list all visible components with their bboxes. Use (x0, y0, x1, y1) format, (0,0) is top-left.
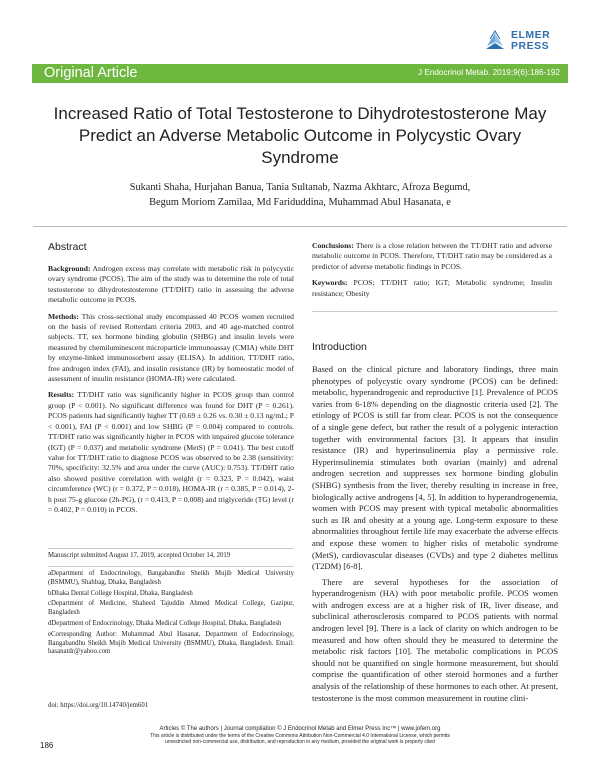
methods-text: This cross-sectional study encompassed 40 PCOS women recruited on the basis of revised Rotterdam criteria 2003, and 40 age-matched control subjects. TT, sex hormone binding globulin (SHBG) and insulin levels were measured by chemiluminescent microparticle immunoassay (CMIA) while DHT by enzyme-linked immunosorbent assay (ELISA). In addition, TT/DHT ratio, free androgen index (FAI), and insulin resistance (IR) by homeostatic model of assessment of insulin resistance (HOMA-IR) were calculated. (48, 311, 294, 384)
footer-license-2: unrestricted non-commercial use, distribution, and reproduction in any medium, provided the original work is properly cited (165, 739, 435, 745)
article-type-label: Original Article (44, 65, 138, 81)
abstract-results (48, 390, 294, 515)
manuscript-divider-top (48, 548, 294, 549)
affiliation-b: bDhaka Dental College Hospital, Dhaka, Bangladesh (48, 589, 193, 597)
keywords-label: Keywords: (312, 278, 348, 288)
introduction-heading: Introduction (312, 341, 367, 353)
author-line-2: Begum Moriom Zamilaa, Md Fariduddina, Muhammad Abul Hasanata, e (149, 196, 451, 208)
results-label: Results: (48, 390, 75, 400)
title-divider (33, 226, 567, 227)
manuscript-divider-bottom (48, 566, 294, 567)
abstract-body (48, 264, 294, 521)
affiliations (48, 570, 294, 659)
elmer-press-book-icon (484, 29, 506, 53)
background-label: Background: (48, 264, 91, 273)
affiliation-c: cDepartment of Medicine, Shaheed Tajuddin Ahmed Medical College, Gazipur, Bangladesh (48, 600, 294, 617)
page-number: 186 (40, 741, 54, 750)
conclusions-text: There is a close relation between the TT/DHT ratio and adverse metabolic outcome in PCOS. Therefore, TT/DHT ratio may be considered as a predictor of adverse metabolic findings in PCOS. (312, 241, 552, 271)
author-list (60, 181, 540, 210)
keywords-text: PCOS; TT/DHT ratio; IGT; Metabolic syndrome; Insulin resistance; Obesity (312, 278, 552, 298)
abstract-heading: Abstract (48, 241, 87, 253)
conclusions-label: Conclusions: (312, 241, 354, 250)
manuscript-dates: Manuscript submitted August 17, 2019, accepted October 14, 2019 (48, 552, 231, 559)
keywords-divider (312, 311, 558, 312)
affiliation-a: aDepartment of Endocrinology, Bangabandhu Sheikh Mujib Medical University (BSMMU), Shahbag, Dhaka, Bangladesh (48, 570, 294, 586)
abstract-keywords (312, 278, 552, 299)
intro-paragraph-2: There are several hypotheses for the association of hyperandrogenism (HA) with poor metabolic profile. PCOS women with androgen excess are at a higher risk of IR, liver disease, and subclinical atherosclerosis compared to PCOS patients with normal androgen level [9]. There is a lack of clarity on which androgen to be measured and how often should they be measured to determine the metabolic risk factors [10]. The metabolic complications in PCOS should not be quantified on single hormone measurement, but should comprise the quantification of other steroid hormones and a further analysis of the relationship of these hormones to each other. At present, testosterone is the most common measurement in routine clini- (312, 576, 558, 703)
abstract-continued (312, 241, 552, 305)
abstract-conclusions (312, 241, 552, 272)
logo-line-2: PRESS (511, 40, 550, 52)
publisher-logo-text (511, 30, 550, 52)
footer-copyright: Articles © The authors | Journal compilation © J Endocrinol Metab and Elmer Press Inc™ | www.jofem.org (159, 726, 441, 732)
results-text: TT/DHT ratio was significantly higher in PCOS group than control group (P < 0.001). No significant difference was found for DHT (P = 0.261). PCOS patients had significantly higher TT (0.69 ± 0.26 vs. 0.30 ± 0.13 ng/mL; P < 0.001), FAI (P < 0.001) and low SHBG (P = 0.004) compared to controls. TT/DHT ratio was significantly higher in PCOS with impaired glucose tolerance (IGT) (P = 0.037) and metabolic syndrome (MetS) (P = 0.041). The best cutoff value for TT/DHT ratio to diagnose PCOS was observed to be 2.38 (sensitivity: 70%, specificity: 32.5% and area under the curve (AUC): 0.753). TT/DHT ratio also showed positive correlation with weight (r = 0.323, P = 0.042), waist circumference (WC) (r = 0.372, P = 0.018), HOMA-IR (r = 0.385, P = 0.014), 2-h post 75-g glucose (2h-PG), (r = 0.413, P = 0.008) and triglyceride (TG) level (r = 0.402, P = 0.010) in PCOS. (48, 390, 295, 514)
methods-label: Methods: (48, 311, 79, 321)
doi-link[interactable]: doi: https://doi.org/10.14740/jem601 (48, 702, 149, 709)
introduction-body (312, 364, 558, 708)
author-line-1: Sukanti Shaha, Hurjahan Banua, Tania Sultanab, Nazma Akhtarc, Afroza Begumd, (129, 182, 471, 193)
affiliation-d: dDepartment of Endocrinology, Dhaka Medical College Hospital, Dhaka, Bangladesh (48, 619, 282, 627)
article-title: Increased Ratio of Total Testosterone to Dihydrotestosterone May Predict an Adverse Metabolic Outcome in Polycystic Ovary Syndrome (53, 104, 547, 167)
abstract-methods (48, 312, 294, 385)
abstract-background (48, 264, 294, 306)
background-text: Androgen excess may correlate with metabolic risk in polycystic ovary syndrome (PCOS). The aim of the study was to determine the role of total testosterone to dihydrotestosterone (TT/DHT) ratio in assessing the adverse metabolic outcome in PCOS. (48, 264, 294, 305)
page-footer (60, 726, 540, 746)
affiliation-corresponding: eCorresponding Author: Muhammad Abul Hasanat, Department of Endocrinology, Bangabandhu Sheikh Mujib Medical University (BSMMU), Dhaka, Bangladesh. Email: hasanatdr@yahoo.com (48, 630, 294, 656)
footer-license-1: This article is distributed under the terms of the Creative Commons Attribution Non-Commercial 4.0 International License, which permits (150, 732, 450, 739)
logo-line-1: ELMER (511, 29, 551, 41)
journal-citation: J Endocrinol Metab. 2019;9(6):186-192 (417, 68, 560, 77)
intro-paragraph-1: Based on the clinical picture and laboratory findings, three main phenotypes of polycystic ovary syndrome (PCOS) can be defined: metabolic, hyperandrogenic and reproductive [1]. Prevalence of PCOS varies from 6-18% depending on the diagnostic criteria used [2]. The etiology of PCOS is still far from clear. PCOS is not the consequence of a single gene defect, but rather the result of a polygenic interaction together with environmental factors [3]. It appears that insulin resistance (IR) and hyperinsulinemia play a permissive role. Hyperinsulinemia stimulates both ovarian (mainly) and adrenal androgen secretion and suppresses sex hormone binding globulin (SHBG) synthesis from the liver, thereby resulting in increase in free, biologically active androgens [4, 5]. In addition to hyperandrogenemia, women with PCOS may present with typical metabolic abnormalities such as IR and obesity at a young age. Long-term exposure to these abnormalities throughout fertile life may exacerbate the adverse effects and expose these women to higher risks of metabolic syndrome (MetS), cardiovascular diseases (CVDs) and type 2 diabetes mellitus (T2DM) [6-8]. (312, 364, 558, 572)
